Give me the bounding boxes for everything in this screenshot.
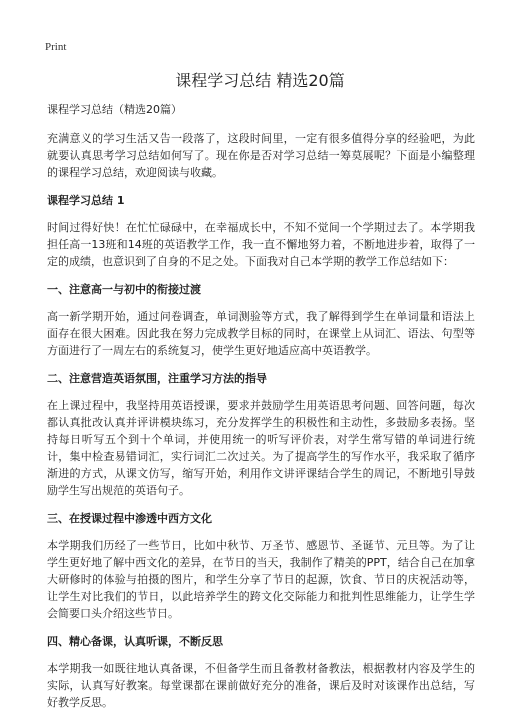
intro-paragraph: 充满意义的学习生活又告一段落了，这段时间里，一定有很多值得分享的经验吧，为此就要认真思考学习总结如何写了。现在你是否对学习总结一筹莫展呢？下面是小编整理的课程学习总结，欢迎阅读与收藏。: [47, 132, 475, 179]
article-body: [47, 102, 475, 718]
section-heading-4: 四、精心备课，认真听课，不断反思: [47, 635, 223, 648]
article-intro-paragraph: 时间过得好快！在忙忙碌碌中，在幸福成长中，不知不觉间一个学期过去了。本学期我担任高一13班和14班的英语教学工作，我一直不懈地努力着，不断地进步着，取得了一定的成绩，也意识到了自身的不足之处。下面我对自己本学期的教学工作总结如下：: [47, 221, 475, 268]
section-body-2: 在上课过程中，我坚持用英语授课，要求并鼓励学生用英语思考问题、回答问题，每次都认真批改认真并评讲模块练习，充分发挥学生的积极性和主动性，多鼓励多表扬。坚持每日听写五个到十个单词，并使用统一的听写评价表，对学生常写错的单词进行统计，集中检查易错词汇，实行词汇二次过关。为了提高学生的写作水平，我采取了循序渐进的方式，从课文仿写，缩写开始，利用作文讲评课结合学生的周记，不断地引导鼓励学生写出规范的英语句子。: [47, 399, 475, 497]
section-body-4: 本学期我一如既往地认真备课，不但备学生而且备教材备教法，根据教材内容及学生的实际，认真写好教案。每堂课都在课前做好充分的准备，课后及时对该课作出总结，写好教学反思。: [47, 662, 475, 709]
section-heading-3: 三、在授课过程中渗透中西方文化: [47, 512, 212, 525]
print-link[interactable]: Print: [45, 41, 67, 53]
section-body-3: 本学期我们历经了一些节日，比如中秋节、万圣节、感恩节、圣诞节、元旦等。为了让学生更好地了解中西文化的差异，在节日的当天，我制作了精美的PPT，结合自己在加拿大研修时的体验与拍摄的图片，和学生分享了节日的起源，饮食、节日的庆祝活动等，让学生对比我们的节日，以此培养学生的跨文化交际能力和批判性思维能力，让学生学会简要口头介绍这些节日。: [47, 539, 475, 620]
document-subtitle: 课程学习总结（精选20篇）: [47, 103, 182, 116]
page-title: 课程学习总结 精选20篇: [175, 71, 345, 90]
section-body-1: 高一新学期开始，通过问卷调查，单词测验等方式，我了解得到学生在单词量和语法上面存在很大困难。因此我在努力完成教学目标的同时，在课堂上从词汇、语法、句型等方面进行了一周左右的系统复习，使学生更好地适应高中英语教学。: [47, 310, 475, 357]
section-heading-2: 二、注意营造英语氛围，注重学习方法的指导: [47, 372, 267, 385]
article-heading: 课程学习总结 1: [47, 194, 125, 207]
section-heading-1: 一、注意高一与初中的衔接过渡: [47, 283, 201, 296]
